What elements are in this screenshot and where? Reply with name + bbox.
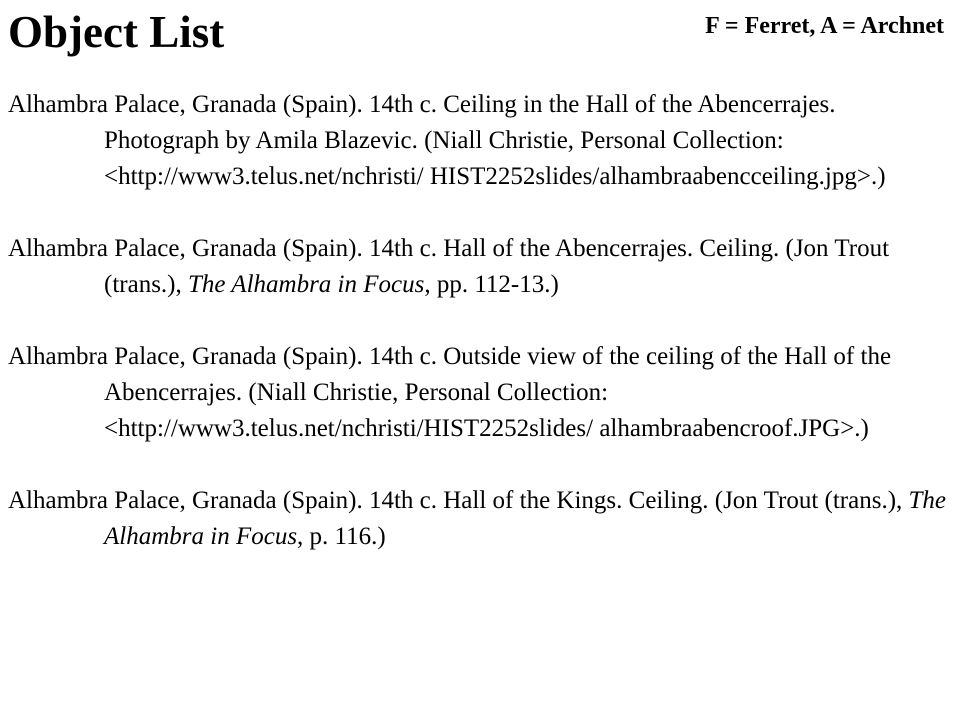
object-list (8, 87, 953, 555)
object-entry-2 (8, 231, 953, 303)
entry-text: Alhambra Palace, Granada (Spain). 14th c. Outside view of the ceiling of the Hall of the Abencerrajes. (Niall Christie, Personal Collection: <http://www3.telus.net/nchristi/HIST2252slides/ alhambraabencroof.JPG>.) (8, 343, 892, 442)
page-title: Object List (8, 7, 225, 57)
entry-text: Alhambra Palace, Granada (Spain). 14th c. Hall of the Abencerrajes. Ceiling. (Jon Trout (trans.), (8, 235, 890, 298)
entry-text: Alhambra Palace, Granada (Spain). 14th c. Hall of the Kings. Ceiling. (Jon Trout (trans.), (8, 487, 909, 514)
entry-source-title: The Alhambra in Focus (188, 271, 425, 298)
entry-source-title: The Alhambra in Focus (104, 487, 947, 550)
object-entry-4 (8, 483, 953, 555)
entry-text: Alhambra Palace, Granada (Spain). 14th c. Ceiling in the Hall of the Abencerrajes. Photograph by Amila Blazevic. (Niall Christie, Personal Collection: <http://www3.telus.net/nchristi/ HIST2252slides/alhambraabencceiling.jpg>.) (8, 91, 886, 190)
object-entry-3 (8, 339, 953, 447)
entry-text-end: , pp. 112-13.) (424, 271, 559, 298)
source-legend: F = Ferret, A = Archnet (705, 13, 944, 39)
entry-text-end: , p. 116.) (297, 523, 386, 550)
object-entry-1 (8, 87, 953, 195)
